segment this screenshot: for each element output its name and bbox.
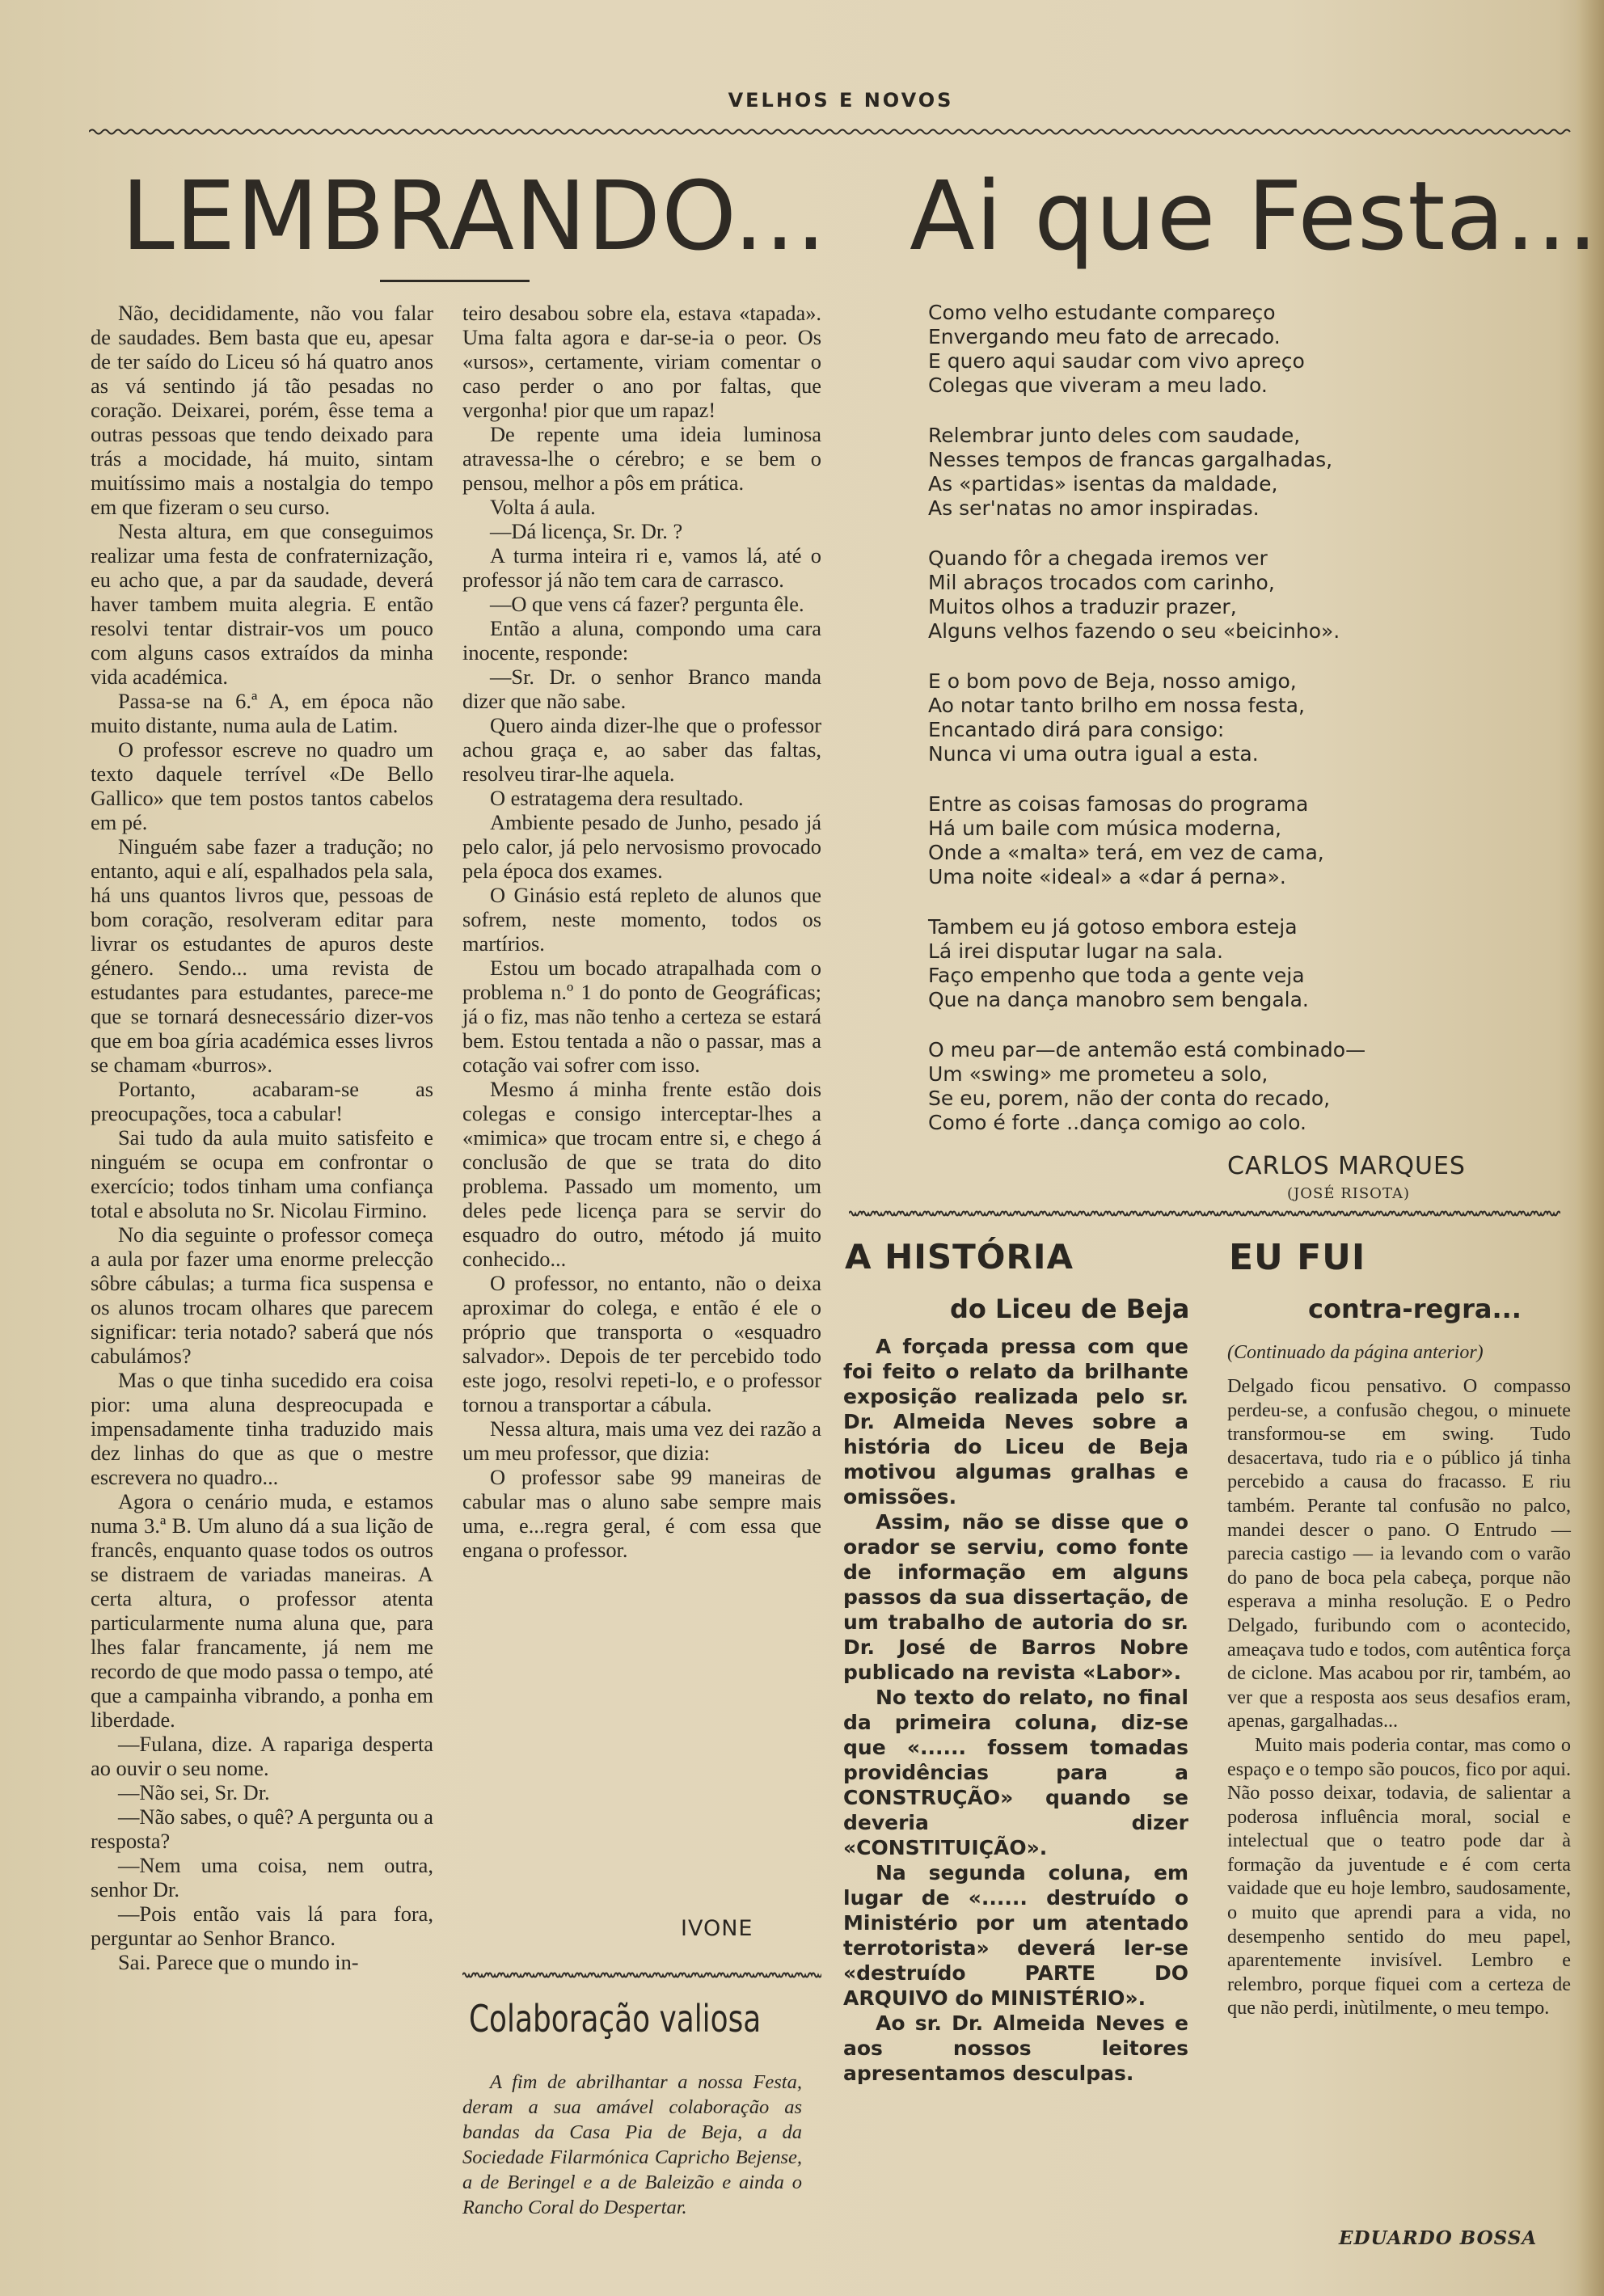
paragraph: Quero ainda dizer-lhe que o professor achou graça e, ao saber das faltas, resolveu tirar-lhe aquela. [462, 713, 821, 786]
poem-line: Mil abraços trocados com carinho, [928, 571, 1275, 594]
paragraph: Mas o que tinha sucedido era coisa pior: uma aluna despreocupada e impensadamente tinha traduzido mais dez linhas do que as que o mestre escrevera no quadro... [91, 1368, 433, 1489]
paragraph: Ambiente pesado de Junho, pesado já pelo calor, já pelo nervosismo provocado pela época dos exames. [462, 810, 821, 883]
paragraph: Mesmo á minha frente estão dois colegas e consigo interceptar-lhes a «mimica» que trocam entre si, e chego á conclusão de que se trata do dito problema. Passado um momento, um deles pede licença para se servir do esquadro do outro, método já muito conhecido... [462, 1077, 821, 1271]
historia-body [843, 1334, 1188, 2086]
poem-line: Relembrar junto deles com saudade, [928, 424, 1301, 447]
page-edge [1577, 0, 1604, 2296]
paragraph: Estou um bocado atrapalhada com o problema n.º 1 do ponto de Geográficas; já o fiz, mas não tenho a certeza se estará bem. Estou tentada a não o passar, mas a cotação vai sofrer com isso. [462, 956, 821, 1077]
paragraph: —Não sei, Sr. Dr. [118, 1780, 270, 1804]
historia-paragraph: Ao sr. Dr. Almeida Neves e aos nossos leitores apresentamos desculpas. [843, 2011, 1188, 2085]
poem-line: Há um baile com música moderna, [928, 817, 1281, 840]
paragraph: —Nem uma coisa, nem outra, senhor Dr. [91, 1853, 433, 1901]
paragraph: —O que vens cá fazer? pergunta êle. [490, 592, 804, 616]
title-underline [380, 280, 530, 282]
eufui-author: EDUARDO BOSSA [1339, 2227, 1538, 2249]
poem-stanza [928, 424, 1446, 521]
header-wavy-rule [89, 128, 1572, 136]
poem-line: As «partidas» isentas da maldade, [928, 472, 1278, 496]
page-header: VELHOS E NOVOS [728, 89, 954, 112]
colaboracao-text [462, 2070, 802, 2220]
historia-title: A HISTÓRIA [845, 1237, 1074, 1277]
paragraph: —Não sabes, o quê? A pergunta ou a resposta? [91, 1804, 433, 1853]
poem-line: E quero aqui saudar com vivo apreço [928, 349, 1305, 373]
paragraph: Então a aluna, compondo uma cara inocente, responde: [462, 616, 821, 665]
historia-subtitle: do Liceu de Beja [950, 1294, 1190, 1324]
poem-line: Colegas que viveram a meu lado. [928, 374, 1268, 397]
paragraph: Passa-se na 6.ª A, em época não muito distante, numa aula de Latim. [91, 689, 433, 737]
historia-paragraph: Na segunda coluna, em lugar de «...... destruído o Ministério por um atentado terrotorista» deverá ler-se «destruído PARTE DO ARQUIVO do MINISTÉRIO». [843, 1861, 1188, 2010]
poem-line: O meu par—de antemão está combinado— [928, 1038, 1366, 1061]
colaboracao-paragraph: A fim de abrilhantar a nossa Festa, deram a sua amável colaboração as bandas da Casa Pia de Beja, a da Sociedade Filarmónica Capricho Bejense, a de Beringel e a de Baleizão e ainda o Rancho Coral do Despertar. [462, 2071, 802, 2218]
paragraph: No dia seguinte o professor começa a aula por fazer uma enorme prelecção sôbre cábulas; a turma fica suspensa e os alunos trocam olhares que parecem significar: teria notado? saberá que nós cabulámos? [91, 1222, 433, 1368]
poem-line: Lá irei disputar lugar na sala. [928, 939, 1223, 963]
poem-line: Encantado dirá para consigo: [928, 718, 1225, 741]
paragraph: De repente uma ideia luminosa atravessa-lhe o cérebro; e se bem o pensou, melhor a pôs em prática. [462, 422, 821, 495]
paragraph: O professor sabe 99 maneiras de cabular mas o aluno sabe sempre mais uma, e...regra geral, é com essa que engana o professor. [462, 1465, 821, 1562]
paragraph: Ninguém sabe fazer a tradução; no entanto, aqui e alí, espalhados pela sala, há uns quantos livros que, pessoas de bom coração, resolveram editar para livrar os estudantes de apuros deste género. Sendo... uma revista de estudantes para estudantes, parece-me que se tornará desnecessário dizer-vos que em boa gíria académica esses livros se chamam «burros». [91, 834, 433, 1077]
poem-line: Um «swing» me prometeu a solo, [928, 1062, 1268, 1086]
poem-stanza [928, 547, 1446, 644]
historia-paragraph: A forçada pressa com que foi feito o relato da brilhante exposição realizada pelo sr. Dr. Almeida Neves sobre a história do Liceu de Beja motivou algumas gralhas e omissões. [843, 1335, 1188, 1509]
poem-line: Como é forte ..dança comigo ao colo. [928, 1111, 1306, 1134]
eufui-body [1227, 1374, 1571, 2020]
paragraph: —Fulana, dize. A rapariga desperta ao ouvir o seu nome. [91, 1732, 433, 1780]
eufui-subtitle: contra-regra... [1308, 1294, 1522, 1324]
poem-line: Tambem eu já gotoso embora esteja [928, 915, 1298, 939]
eufui-paragraph-2: Muito mais poderia contar, mas como o espaço e o tempo são poucos, fico por aqui. Não posso deixar, todavia, de salientar a poderosa influência moral, social e intelectual que o teatro pode dar à formação da juventude e é com certa vaidade que eu hoje lembro, saudosamente, o muito que aprendi para a vida, no desempenho sentido do meu papel, aparentemente invisível. Lembro e relembro, porque fiquei com a certeza de que não perdi, inùtilmente, o meu tempo. [1227, 1733, 1571, 2020]
poem-line: Uma noite «ideal» a «dar á perna». [928, 865, 1286, 888]
lembrando-column-1 [91, 301, 433, 1974]
eufui-paragraph-1: Delgado ficou pensativo. O compasso perdeu-se, a confusão chegou, o minuete transformou-se em swing. Tudo desacertava, tudo ria e o público já tinha percebido a causa do fracasso. E riu também. Perante tal confusão no palco, mandei descer o pano. O Entrudo — parecia castigo — ia levando com o varão do pano de boca pela cabeça, porque não esperava a minha resolução. E o Pedro Delgado, furibundo com o acontecido, ameaçava tudo e todos, com autêntica força de ciclone. Mas acabou por rir, também, ao ver que a resposta aos seus desafios eram, apenas, gargalhadas... [1227, 1375, 1571, 1733]
paragraph: O professor, no entanto, não o deixa aproximar do colega, e então é ele o próprio que transporta o «esquadro salvador». Depois de ter percebido todo este jogo, resolvi repeti-lo, e o professor tornou a transportar a cábula. [462, 1271, 821, 1416]
poem-line: E o bom povo de Beja, nosso amigo, [928, 669, 1297, 693]
paragraph: Não, decididamente, não vou falar de saudades. Bem basta que eu, apesar de ter saído do Liceu só há quatro anos as vá sentindo já tão pesadas no coração. Deixarei, porém, êsse tema a outras pessoas que tendo deixado para trás a mocidade, há muito, sintam muitíssimo mais a nostalgia do tempo em que fizeram o seu curso. [91, 301, 433, 519]
historia-paragraph: No texto do relato, no final da primeira coluna, diz-se que «...... fossem tomadas providências para a CONSTRUÇÃO» quando se deveria dizer «CONSTITUIÇÃO». [843, 1686, 1188, 1859]
paragraph: —Sr. Dr. o senhor Branco manda dizer que não sabe. [462, 665, 821, 713]
poem-line: Nesses tempos de francas gargalhadas, [928, 448, 1333, 471]
paragraph: teiro desabou sobre ela, estava «tapada». Uma falta agora e dar-se-ia o peor. Os «ursos», certamente, viriam comentar o caso perder o ano por faltas, que vergonha! pior que um rapaz! [462, 301, 821, 422]
poem-line: Envergando meu fato de arrecado. [928, 325, 1281, 348]
paragraph: Nesta altura, em que conseguimos realizar uma festa de confraternização, eu acho que, a par da saudade, deverá haver tambem muita alegria. E então resolvi tentar distrair-vos um pouco com alguns casos extraídos da minha vida académica. [91, 519, 433, 689]
poem-stanza [928, 669, 1446, 766]
poem-stanza [928, 301, 1446, 398]
colaboracao-title: Colaboração valiosa [469, 1997, 762, 2041]
poem-line: As ser'natas no amor inspiradas. [928, 496, 1260, 520]
paragraph: Sai. Parece que o mundo in- [118, 1950, 359, 1974]
poem-line: Faço empenho que toda a gente veja [928, 964, 1305, 987]
lembrando-column-2 [462, 301, 821, 1562]
poem-line: Se eu, porem, não der conta do recado, [928, 1087, 1331, 1110]
paragraph: Nessa altura, mais uma vez dei razão a um meu professor, que dizia: [462, 1416, 821, 1465]
paragraph: O Ginásio está repleto de alunos que sofrem, neste momento, todos os martírios. [462, 883, 821, 956]
historia-paragraph: Assim, não se disse que o orador se serviu, como fonte de informação em alguns passos da sua dissertação, de um trabalho de autoria do sr. Dr. José de Barros Nobre publicado na revista «Labor». [843, 1510, 1188, 1684]
poem-stanza [928, 1038, 1446, 1135]
paragraph: A turma inteira ri e, vamos lá, até o professor já não tem cara de carrasco. [462, 543, 821, 592]
paragraph: O professor escreve no quadro um texto daquele terrível «De Bello Gallico» que tem postos tantos cabelos em pé. [91, 737, 433, 834]
poem-line: Ao notar tanto brilho em nossa festa, [928, 694, 1305, 717]
poem-stanza [928, 915, 1446, 1012]
poem-line: Onde a «malta» terá, em vez de cama, [928, 841, 1324, 864]
poem-stanza [928, 792, 1446, 889]
poem-ai-que-festa [928, 301, 1446, 1161]
signature-ivone: IVONE [681, 1916, 753, 1941]
poem-line: Muitos olhos a traduzir prazer, [928, 595, 1237, 618]
paragraph: —Dá licença, Sr. Dr. ? [490, 519, 683, 543]
paragraph: —Pois então vais lá para fora, perguntar ao Senhor Branco. [91, 1901, 433, 1950]
poem-author: CARLOS MARQUES [1227, 1152, 1466, 1180]
poem-line: Entre as coisas famosas do programa [928, 792, 1309, 816]
paragraph: Volta á aula. [490, 495, 596, 519]
colaboracao-wavy-rule [462, 1971, 821, 1979]
paragraph: Sai tudo da aula muito satisfeito e ninguém se ocupa em confrontar o exercício; todos tinham uma confiança total e absoluta no Sr. Nicolau Firmino. [91, 1125, 433, 1222]
section-wavy-rule [849, 1209, 1560, 1218]
title-lembrando: LEMBRANDO... [121, 160, 827, 272]
title-ai-que-festa: Ai que Festa... [910, 160, 1599, 272]
poem-line: Quando fôr a chegada iremos ver [928, 547, 1268, 570]
poem-author-pseudonym: (JOSÉ RISOTA) [1287, 1185, 1410, 1202]
poem-line: Que na dança manobro sem bengala. [928, 988, 1309, 1011]
paragraph: Portanto, acabaram-se as preocupações, toca a cabular! [91, 1077, 433, 1125]
eufui-continued: (Continuado da página anterior) [1227, 1342, 1484, 1363]
paragraph: O estratagema dera resultado. [490, 786, 744, 810]
poem-line: Nunca vi uma outra igual a esta. [928, 742, 1259, 766]
paragraph: Agora o cenário muda, e estamos numa 3.ª B. Um aluno dá a sua lição de francês, enquanto quase todos os outros se distraem de variadas maneiras. A certa altura, o professor atenta particularmente numa aluna que, para lhes falar francamente, já nem me recordo de que modo passa o tempo, até que a campainha vibrando, a ponha em liberdade. [91, 1489, 433, 1732]
eufui-title: EU FUI [1229, 1237, 1366, 1278]
poem-line: Alguns velhos fazendo o seu «beicinho». [928, 619, 1340, 643]
poem-line: Como velho estudante compareço [928, 301, 1276, 324]
